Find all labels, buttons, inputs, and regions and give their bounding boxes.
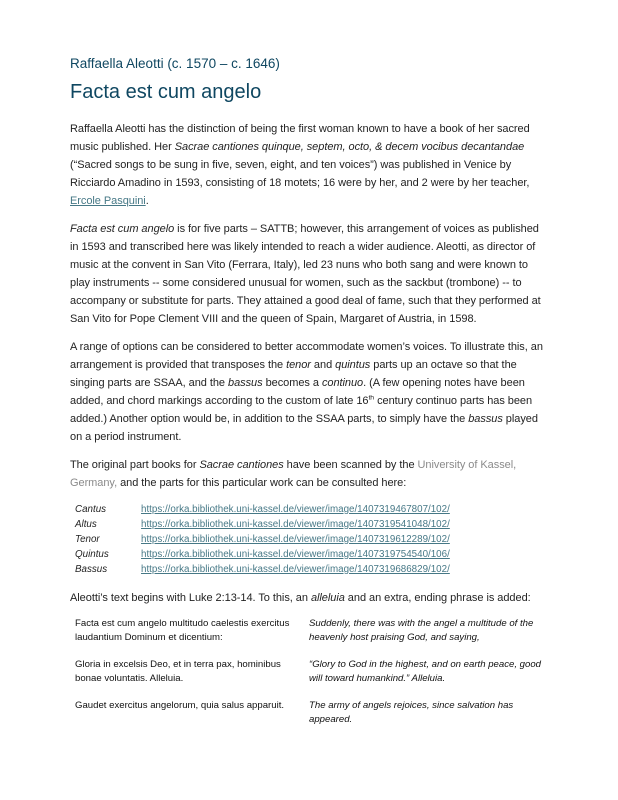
part-url-link[interactable]: https://orka.bibliothek.uni-kassel.de/viewer/image/1407319754540/106/: [141, 548, 450, 560]
text-segment: tenor: [286, 358, 311, 371]
text-segment: continuo: [321, 376, 364, 389]
work-title: Facta est cum angelo: [70, 80, 262, 103]
text-segment: bassus: [228, 376, 263, 389]
table-row: [75, 547, 450, 562]
part-url-link[interactable]: https://orka.bibliothek.uni-kassel.de/viewer/image/1407319467807/102/: [141, 503, 450, 515]
latin-text: Gloria in excelsis Deo, et in terra pax, hominibus bonae voluntatis. Alleluia.: [75, 658, 281, 684]
text-segment: A range of options can be considered to better accommodate women’s voices. To illustrate this, an arrangement is provided that transposes the: [70, 340, 543, 371]
english-translation: Suddenly, there was with the angel a multitude of the heavenly host praising God, and saying,: [309, 617, 534, 643]
translation-row: [75, 699, 548, 727]
text-segment: bassus: [468, 412, 503, 425]
text-segment: and an extra, ending phrase is added:: [344, 591, 531, 604]
text-segment: parts up an octave so that the singing parts are SSAA, and the: [70, 358, 517, 389]
paragraph-text-source: [70, 589, 548, 607]
paragraph-publication: [70, 120, 548, 210]
text-segment: University of Kassel, Germany,: [70, 458, 517, 489]
text-segment: is for five parts – SATTB; however, this arrangement of voices as published in 1593 and transcribed here was likely intended to reach a wider audience. Aleotti, as director of music at the convent in San Vito (Ferrara, Italy), led 23 nuns who both sang and were known to play instruments -- some considered unusual for women, such as the sackbut (trombone) -- to accompany or substitute for parts. They attained a good deal of fame, such that they performed at San Vito for Pope Clement VIII and the queen of Spain, Margaret of Austria, in 1598.: [70, 222, 541, 325]
text-segment: Sacrae cantiones: [199, 458, 284, 471]
text-segment: Raffaella Aleotti has the distinction of being the first woman known to have a book of her sacred music published. Her: [70, 122, 530, 153]
table-row: [75, 502, 450, 517]
inline-link[interactable]: Ercole Pasquini: [70, 194, 146, 207]
part-name: Tenor: [75, 533, 100, 545]
text-segment: Aleotti’s text begins with Luke 2:13-14. To this, an: [70, 591, 311, 604]
text-segment: (“Sacred songs to be sung in five, seven, eight, and ten voices”) was published in Venice by Ricciardo Amadino in 1593, consisting of 18 motets; 16 were by her, and 2 were by her teacher,: [70, 158, 530, 189]
text-segment: quintus: [335, 358, 371, 371]
translation-block: [75, 617, 548, 727]
text-segment: th: [368, 394, 375, 402]
composer-heading: Raffaella Aleotti (c. 1570 – c. 1646): [70, 56, 280, 71]
paragraph-arrangement: [70, 220, 548, 328]
text-segment: .: [145, 194, 149, 207]
paragraph-scans: [70, 456, 548, 492]
latin-text: Gaudet exercitus angelorum, quia salus apparuit.: [75, 699, 285, 711]
part-name: Quintus: [75, 548, 109, 560]
english-translation: The army of angels rejoices, since salvation has appeared.: [309, 699, 514, 725]
text-segment: The original part books for: [70, 458, 200, 471]
text-segment: and: [310, 358, 336, 371]
text-segment: Facta est cum angelo: [70, 222, 175, 235]
latin-text: Facta est cum angelo multitudo caelestis exercitus laudantium Dominum et dicentium:: [75, 617, 290, 643]
text-segment: have been scanned by the: [283, 458, 418, 471]
part-links-table: [75, 502, 450, 577]
table-row: [75, 517, 450, 532]
text-segment: played on a period instrument.: [70, 412, 538, 443]
english-translation: “Glory to God in the highest, and on earth peace, good will toward humankind.” Alleluia.: [309, 658, 542, 684]
part-name: Cantus: [75, 503, 107, 515]
translation-row: [75, 617, 548, 645]
part-name: Altus: [75, 518, 97, 530]
part-url-link[interactable]: https://orka.bibliothek.uni-kassel.de/viewer/image/1407319686829/102/: [141, 563, 450, 575]
paragraph-options: [70, 338, 548, 446]
text-segment: alleluia: [310, 591, 345, 604]
text-segment: Sacrae cantiones quinque, septem, octo, & decem vocibus decantandae: [174, 140, 525, 153]
text-segment: century continuo parts has been added.) Another option would be, in addition to the SSAA parts, to simply have the: [70, 394, 533, 425]
text-segment: . (A few opening notes have been added, and chord markings according to the custom of late 16: [70, 376, 525, 407]
translation-row: [75, 658, 548, 686]
text-segment: becomes a: [262, 376, 322, 389]
part-url-link[interactable]: https://orka.bibliothek.uni-kassel.de/viewer/image/1407319612289/102/: [141, 533, 450, 545]
part-url-link[interactable]: https://orka.bibliothek.uni-kassel.de/viewer/image/1407319541048/102/: [141, 518, 450, 530]
table-row: [75, 562, 450, 577]
part-name: Bassus: [75, 563, 108, 575]
table-row: [75, 532, 450, 547]
text-segment: and the parts for this particular work can be consulted here:: [117, 476, 407, 489]
